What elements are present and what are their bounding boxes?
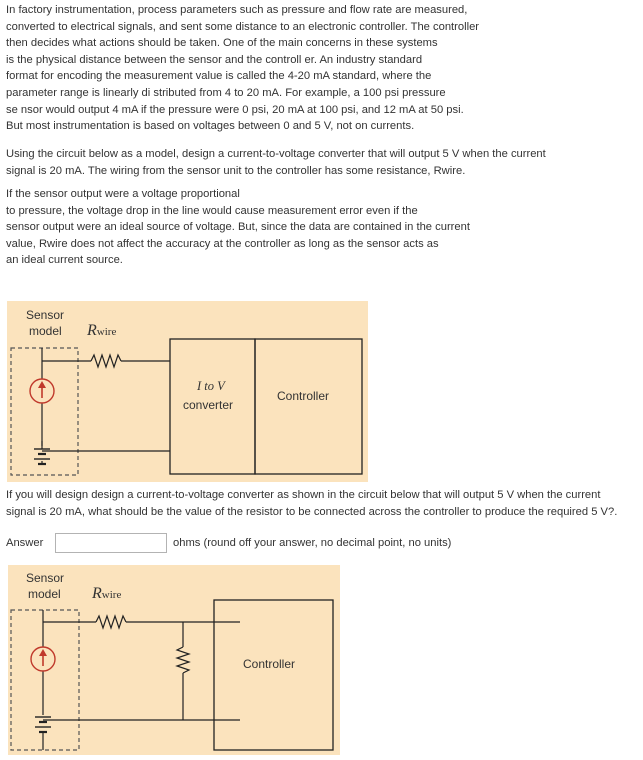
rwire-label xyxy=(87,322,116,340)
intro-paragraph xyxy=(6,2,479,135)
text-line: If the sensor output were a voltage proportional xyxy=(6,188,240,200)
answer-hint: ohms (round off your answer, no decimal point, no units) xyxy=(173,537,452,549)
text-line: format for encoding the measurement value is called the 4-20 mA standard, where the xyxy=(6,70,432,83)
sensor-dashed-box xyxy=(11,348,78,475)
controller-box xyxy=(255,339,362,474)
resistor-rwire-icon xyxy=(96,616,126,628)
sensor-dashed-box xyxy=(11,610,79,750)
converter-label: converter xyxy=(183,398,234,412)
model-label: model xyxy=(28,587,61,601)
shunt-resistor-icon xyxy=(177,647,189,673)
text-line: parameter range is linearly di stributed from 4 to 20 mA. For example, a 100 psi pressure xyxy=(6,86,446,99)
rwire-main: R xyxy=(87,322,97,339)
text-line: is the physical distance between the sensor and the controll er. An industry standard xyxy=(6,53,423,66)
text-line: value, Rwire does not affect the accuracy at the controller as long as the sensor acts as xyxy=(6,237,439,250)
text-line: But most instrumentation is based on voltages between 0 and 5 V, not on currents. xyxy=(6,120,415,133)
rwire-subscript: wire xyxy=(96,326,117,338)
text-line: se nsor would output 4 mA if the pressure were 0 psi, 20 mA at 100 psi, and 12 mA at 50 psi. xyxy=(6,103,464,116)
task-paragraph xyxy=(6,146,546,179)
question-paragraph xyxy=(6,487,617,520)
controller-label: Controller xyxy=(243,657,296,671)
text-line: In factory instrumentation, process parameters such as pressure and flow rate are measured, xyxy=(6,4,468,16)
rwire-main: R xyxy=(92,585,102,602)
text-line: then decides what actions should be taken. One of the main concerns in these systems xyxy=(6,37,438,50)
rwire-label xyxy=(92,585,121,603)
text-line: signal is 20 mA. The wiring from the sensor unit to the controller has some resistance, Rwire. xyxy=(6,164,466,177)
converter-title: I to V xyxy=(197,379,225,393)
circuit-diagram-converter xyxy=(7,301,368,482)
sensor-label: Sensor xyxy=(26,308,65,322)
model-label: model xyxy=(29,324,62,338)
resistor-rwire-icon xyxy=(91,355,121,367)
circuit-diagram-resistor xyxy=(8,565,340,755)
answer-row xyxy=(6,533,636,555)
text-line: to pressure, the voltage drop in the line would cause measurement error even if the xyxy=(6,204,418,217)
text-line: signal is 20 mA, what should be the value of the resistor to be connected across the controller to produce the required 5 V?. xyxy=(6,505,618,518)
controller-label: Controller xyxy=(277,389,330,403)
text-line: If you will design design a current-to-voltage converter as shown in the circuit below that will output 5 V when the current xyxy=(6,489,601,501)
text-line: an ideal current source. xyxy=(6,254,123,267)
rwire-subscript: wire xyxy=(101,589,122,601)
sensor-label: Sensor xyxy=(26,571,65,585)
text-line: Using the circuit below as a model, design a current-to-voltage converter that will output 5 V when the current xyxy=(6,148,546,160)
answer-label: Answer xyxy=(6,537,44,549)
text-line: converted to electrical signals, and sent some distance to an electronic controller. The controller xyxy=(6,20,480,33)
text-line: sensor output were an ideal source of voltage. But, since the data are contained in the current xyxy=(6,221,470,234)
explanation-paragraph xyxy=(6,186,470,269)
answer-input[interactable] xyxy=(55,533,167,553)
